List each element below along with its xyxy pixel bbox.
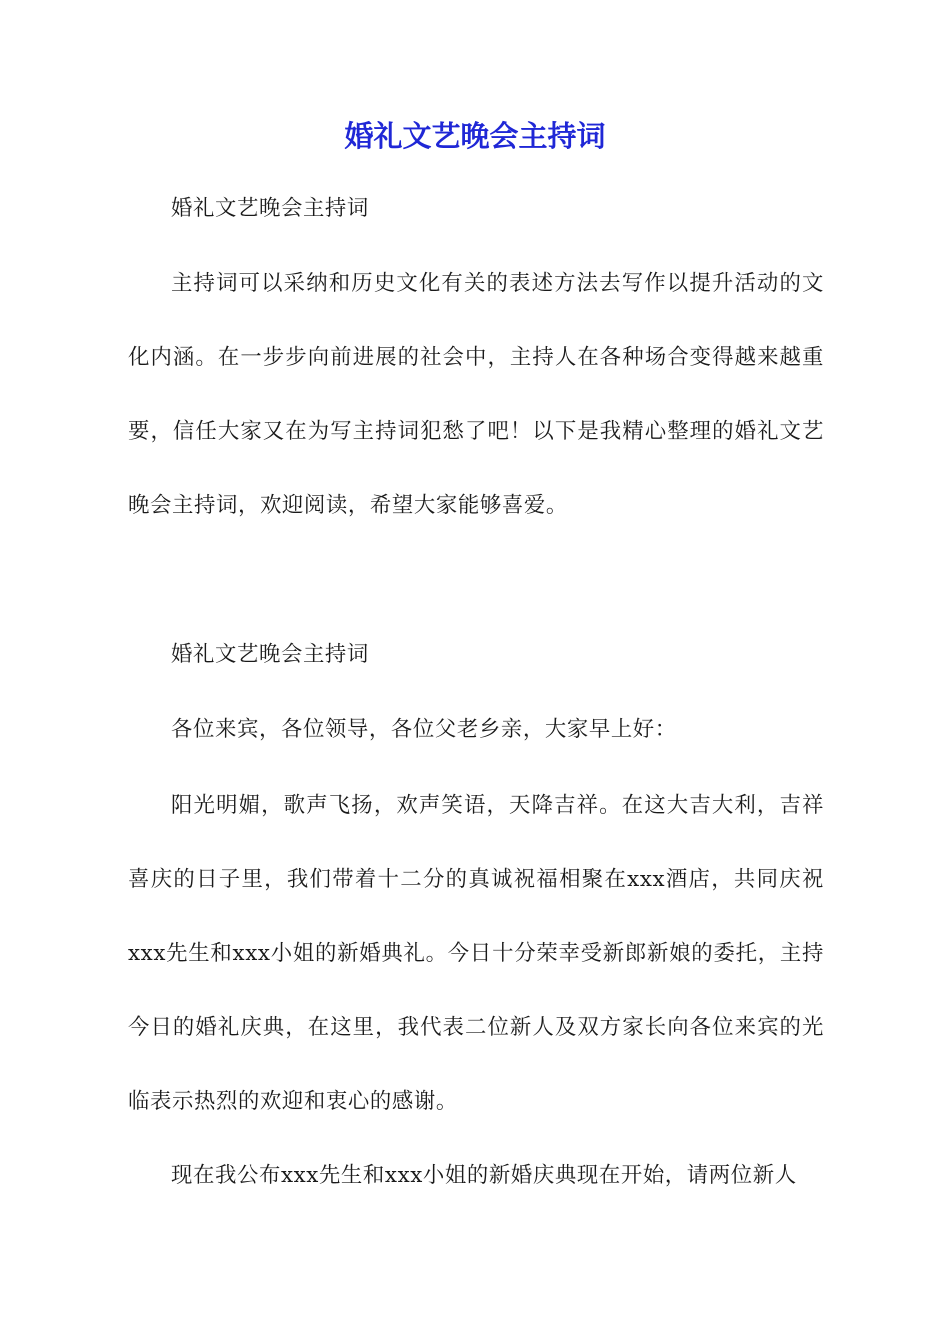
paragraph-section-heading: 婚礼文艺晚会主持词 bbox=[171, 642, 369, 667]
paragraph-subtitle: 婚礼文艺晚会主持词 bbox=[171, 196, 369, 221]
paragraph-greeting: 各位来宾，各位领导，各位父老乡亲，大家早上好： bbox=[171, 717, 677, 742]
paragraph-intro: 主持词可以采纳和历史文化有关的表述方法去写作以提升活动的文化内涵。在一步步向前进展的社会中，主持人在各种场合变得越来越重要，信任大家又在为写主持词犯愁了吧！以下是我精心整理的婚礼文艺晚会主持词，欢迎阅读，希望大家能够喜爱。 bbox=[128, 271, 824, 518]
paragraph-announcement: 现在我公布xxx先生和xxx小姐的新婚庆典现在开始，请两位新人 bbox=[171, 1163, 797, 1188]
paragraph-opening: 阳光明媚，歌声飞扬，欢声笑语，天降吉祥。在这大吉大利，吉祥喜庆的日子里，我们带着十二分的真诚祝福相聚在xxx酒店，共同庆祝xxx先生和xxx小姐的新婚典礼。今日十分荣幸受新郎新娘的委托，主持今日的婚礼庆典，在这里，我代表二位新人及双方家长向各位来宾的光临表示热烈的欢迎和衷心的感谢。 bbox=[128, 793, 824, 1114]
document-title: 婚礼文艺晚会主持词 bbox=[344, 119, 606, 153]
